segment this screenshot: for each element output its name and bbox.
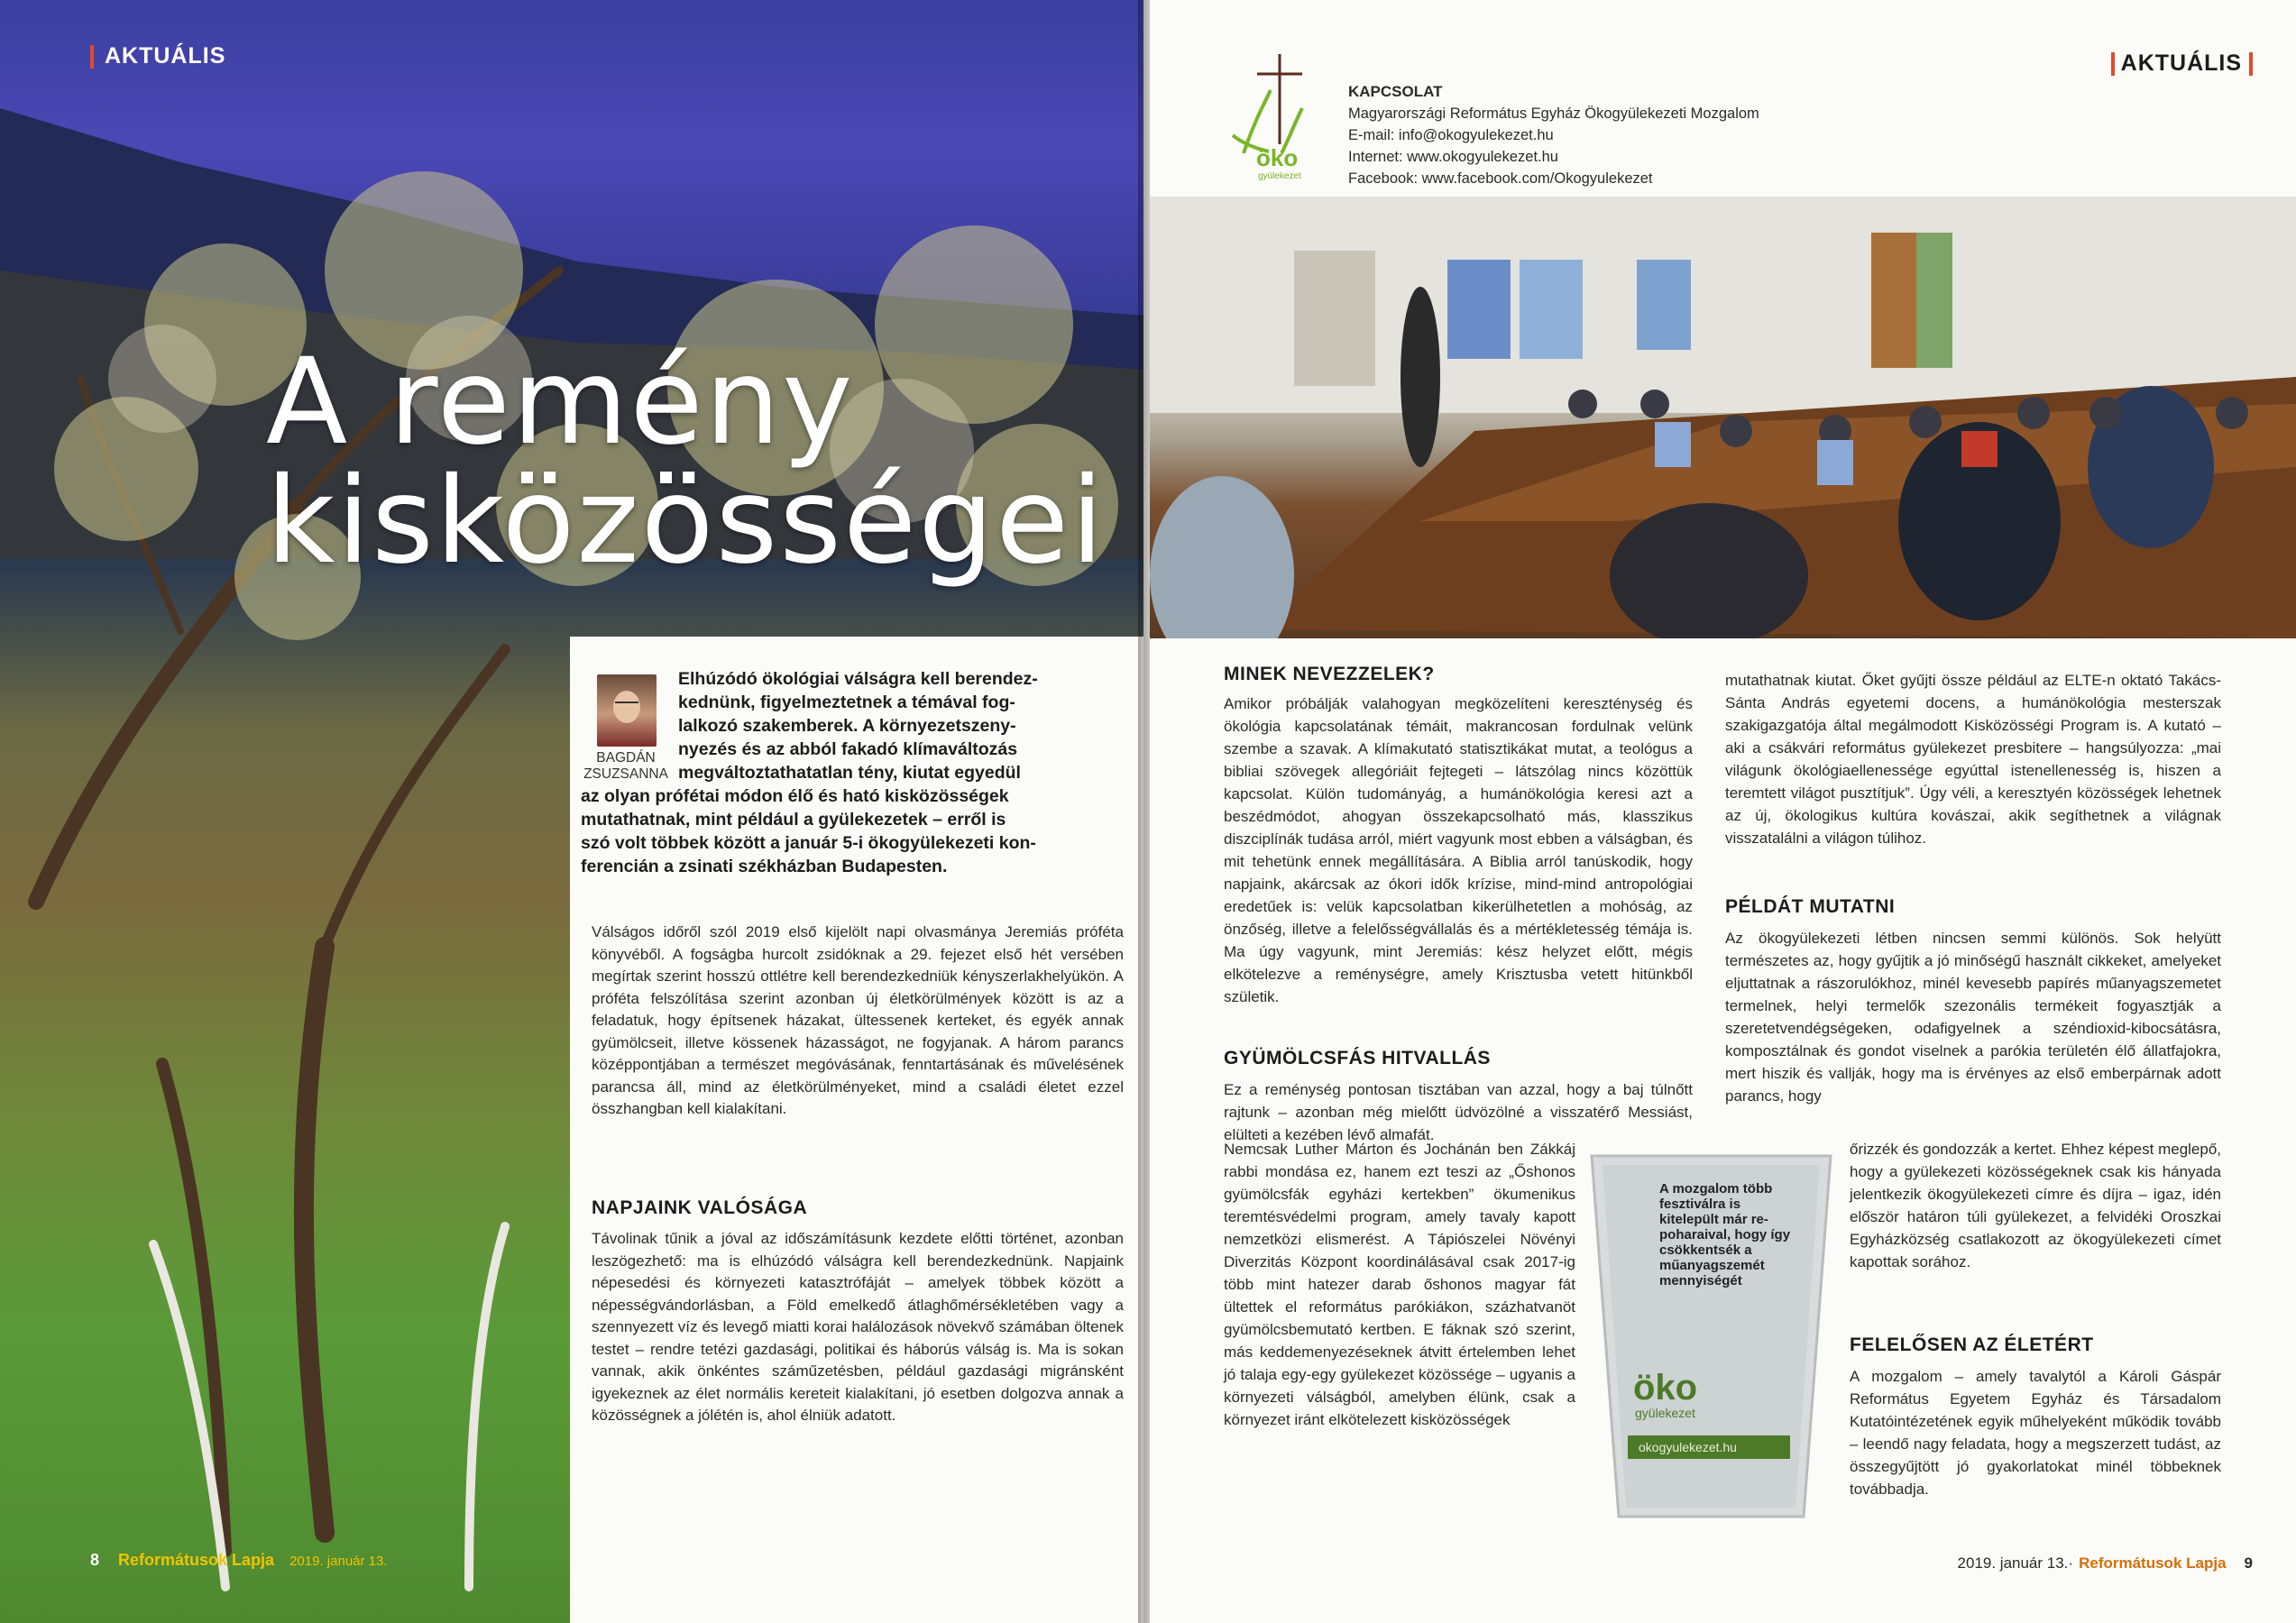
contact-website: Internet: www.okogyulekezet.hu [1348, 149, 1558, 165]
page-number: 8 [90, 1551, 100, 1569]
paragraph-minek: Amikor próbálják valahogyan megközelíteni kereszténység és ökológia kapcsolatának témáit, makrancosan fordulnak velünk szembe a szavak. A klímakutató statisztikákat mutat, a teológus a bibliai szövegek allegóriáit fejtegeti – látszólag nincs közöttük kapcsolat. Külön tudományág, a humánökológia keresi azt a beszédmódot, ahogyan összekapcsolható más, klasszikus diszciplínák tudása arról, miért vagyunk most ebben a válságban, és mit tehetünk ennek megállítására. A Biblia arról tanúskodik, hogy napjaink, akárcsak az ókori idők krízise, mind-mind antropológiai eredetűek is: velük kapcsolatban kikerülhetetlen a mohóság, az önzőség, illetve a felelősségvállalás és a mértékletesség témája is. Ma úgy vagyunk, mint Jeremiás: kész helyzet előtt, mégis elkötelezve a reménységre, amely Krisztusba vetett hitünkből születik. [1224, 695, 1693, 1005]
cup-caption: A mozgalom több fesztiválra is kitelepült már re-poharaival, hogy így csökkentsék a műanyagszemét mennyiségét [1659, 1181, 1791, 1288]
issue-date: 2019. január 13. [289, 1554, 388, 1569]
lead-line: kednünk, figyelmeztetnek a témával fog- [678, 692, 1015, 712]
headline-line-2: kisközösségei [266, 452, 1106, 591]
cup-logo-text: öko [1633, 1368, 1698, 1408]
right-page-footer: 2019. január 13.· Reformátusok Lapja 9 [1957, 1554, 2253, 1572]
subheading-felelosen: FELELŐSEN AZ ÉLETÉRT [1850, 1334, 2094, 1355]
article-headline [266, 333, 1106, 591]
headline-line-1: A remény [266, 333, 855, 472]
lead-line: mutathatnak, mint például a gyülekezetek – erről is [581, 810, 1006, 830]
article-text-box [570, 637, 1143, 1623]
body-paragraph-2: Távolinak tűnik a jóval az időszámításunk kezdete előtti történet, azonban leszögezhető: ma is elhúzódó válságra kell berendezkednünk. Napjaink népesedési és környezeti katasztrófáját – amelyek többek között a népességvándorlásban, a Föld emelkedő átlaghőmérsékletében vagy a szennyezett víz és levegő miatti korai halálozások növekvő számában öltenek testet – rendre tetézi gazdasági, politikai és háborús válság is. Ma is sokan vannak, akik önkéntes száműzetésben, például gazdasági migránsként igyekeznek az élet normális kereteit kialakítani, jó esetben dolgozva annak a közösségnek a jólétén is, ahol élniük adatott. [592, 1230, 1124, 1424]
subheading-gyumolcsfas: GYÜMÖLCSFÁS HITVALLÁS [1224, 1048, 1491, 1068]
body-paragraph-1: Válságos időről szól 2019 első kijelölt napi olvasmánya Jeremiás próféta könyvéből. A fogságba hurcolt zsidóknak a 29. fejezet első hét versében megírtak szerint hosszú ottlétre kell berendezkedniük kényszerlakhelyükön. A próféta felszólítása szerint azonban új életkörülmények között is az a feladatuk, hogy építsenek házakat, ültessenek kerteket, és egyék annak gyümölcseit, illetve kössenek házasságot, ne fogyjanak. A három parancs középpontjában a természet megóvásának, fenntartásának és művelésének parancsa áll, mind az életkörülményeket, mind a családi életet ezzel összhangban kell kialakítani. [592, 923, 1124, 1117]
contact-block [1348, 81, 1759, 189]
contact-facebook: Facebook: www.facebook.com/Okogyulekezet [1348, 170, 1653, 187]
contact-email: E-mail: info@okogyulekezet.hu [1348, 127, 1554, 143]
paragraph-felelosen: A mozgalom – amely tavalytól a Károli Gáspár Református Egyetem Egyház és Társadalom Kutatóintézetének egyik műhelyeként működik tovább – leendő nagy feladata, hogy a megszerzett tudást, az összegyűjtött jó gyakorlatokat minél többeknek továbbadja. [1850, 1368, 2221, 1498]
lead-line: szó volt többek között a január 5-i ökogyülekezeti kon- [581, 833, 1036, 853]
magazine-name: Reformátusok Lapja [118, 1551, 275, 1569]
subheading-minek: MINEK NEVEZZELEK? [1224, 664, 1435, 684]
lead-line: megváltoztathatatlan tény, kiutat egyedül [678, 763, 1021, 783]
logo-text: öko [1256, 144, 1299, 171]
paragraph-gyumolcsfas-intro: Ez a reménység pontosan tisztában van azzal, hogy a baj túlnőtt rajtunk – azonban még mielőtt üdvözölné a visszatérő Messiást, elülteti a kezében lévő almafát. [1224, 1081, 1693, 1143]
section-label: AKTUÁLIS [90, 43, 225, 69]
right-page [1150, 0, 2296, 1623]
author-byline [581, 750, 671, 783]
author-first-name: BAGDÁN [596, 750, 656, 766]
magazine-name: Reformátusok Lapja [2079, 1554, 2227, 1572]
left-page [0, 0, 1143, 1623]
section-label: AKTUÁLIS [2111, 50, 2253, 77]
paragraph-gyumolcsfas: Nemcsak Luther Márton és Jochánán ben Zákkáj rabbi mondása ez, hanem ezt teszi az „Őshonos gyümölcsfák egyházi kertekben” ökumenikus teremtésvédelmi program, amely tavaly kapott nemzetközi elismerést. A Tápiószelei Növényi Diverzitás Központ koordinálásával csak 2017-ig több mint hatezer darab őshonos magyar fát ültettek el református parókiákon, százhatvanöt gyümölcsbemutató kertben. E fáknak szó szerint, más keddemenyezéseknek átvitt értelemben lehet jó talaja egy-egy gyülekezet közössége – ugyanis a környezeti válságból, amelyben élünk, csak a környezet iránt elkötelezett kisközösségek [1224, 1141, 1575, 1428]
okogyulekezet-logo-icon [1226, 54, 1325, 180]
page-number: 9 [2244, 1554, 2253, 1572]
logo-subtext: gyülekezet [1258, 171, 1301, 180]
contact-title: KAPCSOLAT [1348, 83, 1443, 100]
subheading-napjaink: NAPJAINK VALÓSÁGA [592, 1197, 808, 1218]
lead-line: nyezés és az abból fakadó klímaváltozás [678, 739, 1018, 759]
paragraph-peldat: őrizzék és gondozzák a kertet. Ehhez képest meglepő, hogy a gyülekezeti közösségeknek csak kis hányada jelentkezik ökogyülekezeti címre és díjra – igaz, idén először határon túli gyülekezet, a felvidéki Oroszkai Egyházközség csatlakozott az ökogyülekezeti címet kapottak sorához. [1850, 1141, 2222, 1270]
lead-line: ferencián a zsinati székházban Budapesten. [581, 857, 948, 876]
paragraph-peldat-intro: Az ökogyülekezeti létben nincsen semmi különös. Sok helyütt természetes az, hogy gyűjtik a jó minőségű használt cikkeket, amelyeket eljuttatnak a rászorulókhoz, minél kevesebb papírés műanyagszemetet termelnek, helyi termelők szezonális termékeit fogyasztják a szeretetvendégségeken, odafigyelnek a széndioxid-kibocsátásra, komposztálnak és gondot viselnek a parókia területén élő állatfajokra, mert hiszik és vallják, hogy ma is érvényes az első emberpárnak adott parancs, hogy [1725, 930, 2221, 1105]
conference-photo [1150, 197, 2296, 638]
cup-logo-subtext: gyülekezet [1635, 1406, 1695, 1420]
issue-date: 2019. január 13. [1957, 1554, 2069, 1572]
left-page-footer [90, 1551, 388, 1570]
contact-organization: Magyarországi Református Egyház Ökogyülekezeti Mozgalom [1348, 105, 1759, 122]
lead-line: az olyan prófétai módon élő és ható kisközösségek [581, 786, 1009, 806]
paragraph-col2-top: mutathatnak kiutat. Őket gyűjti össze például az ELTE-n oktató Takács-Sánta András egyetemi docens, a humánökológia mesterszak szakigazgatója által megálmodott Kisközösségi Program is. A kutató – aki a csákvári református gyülekezet presbitere – hangsúlyozza: „mai világunk ökológiaellenessége egyúttal istenellenesség is, hiszen a teremtett világot pusztítjuk”. Úgy véli, a keresztyén közösségek lehetnek az új, ökologikus kultúra kovászai, akik segíthetnek a világnak visszatalálni a világon túlihoz. [1725, 672, 2221, 847]
lead-line: Elhúzódó ökológiai válságra kell berendez- [678, 669, 1038, 689]
lead-line: lalkozó szakemberek. A környezetszeny- [678, 716, 1016, 736]
author-last-name: ZSUZSANNA [583, 766, 668, 782]
subheading-peldat: PÉLDÁT MUTATNI [1725, 896, 1896, 917]
cup-url: okogyulekezet.hu [1639, 1440, 1737, 1454]
